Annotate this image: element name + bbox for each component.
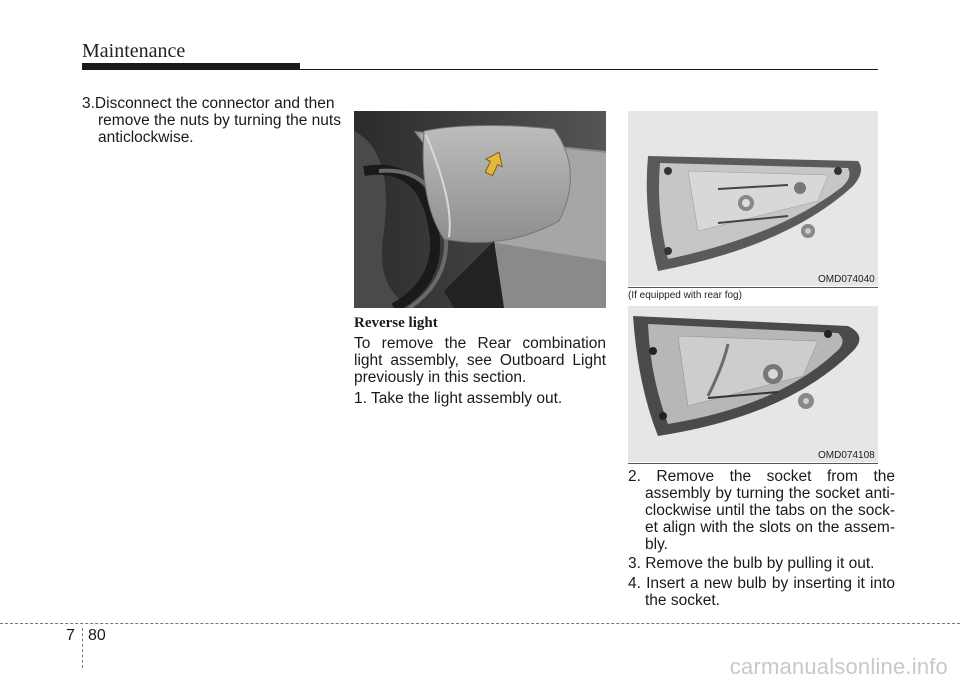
- section-heading-reverse-light: Reverse light: [354, 315, 438, 331]
- page-number: 80: [88, 627, 106, 644]
- footer-divider: [0, 623, 960, 624]
- instruction-step-3-left: 3.Disconnect the connector and then remove the nuts by turning the nuts anticlockwise.: [82, 95, 341, 146]
- instruction-step-2: 2. Remove the socket from the assembly by turning the socket anti-clockwise until the tabs on the sock-et align with the slots on the assem-bly.: [628, 468, 895, 553]
- instruction-step-3: 3. Remove the bulb by pulling it out.: [628, 555, 875, 572]
- reverse-light-paragraph: To remove the Rear combination light assembly, see Outboard Light previously in this section.: [354, 335, 606, 386]
- header-bar: [82, 63, 300, 70]
- watermark: carmanualsonline.info: [729, 654, 948, 679]
- instruction-step-1: 1. Take the light assembly out.: [354, 390, 563, 407]
- figure-caption-rule-2: [628, 463, 878, 464]
- reverse-light-illustration: [354, 111, 606, 308]
- footer-vertical-divider: [82, 628, 83, 668]
- page-header-title: Maintenance: [82, 40, 186, 62]
- figure-code-1: OMD074040: [818, 274, 875, 285]
- figure-code-2: OMD074108: [818, 450, 875, 461]
- chapter-number: 7: [66, 627, 75, 644]
- rear-fog-light-illustration-bottom: [628, 306, 878, 462]
- rear-fog-light-illustration-top: [628, 111, 878, 286]
- header-rule: [300, 69, 878, 70]
- instruction-step-4: 4. Insert a new bulb by inserting it into the socket.: [628, 575, 895, 609]
- figure-caption-rule-1: [628, 287, 878, 288]
- figure-note-rear-fog: (If equipped with rear fog): [628, 290, 742, 301]
